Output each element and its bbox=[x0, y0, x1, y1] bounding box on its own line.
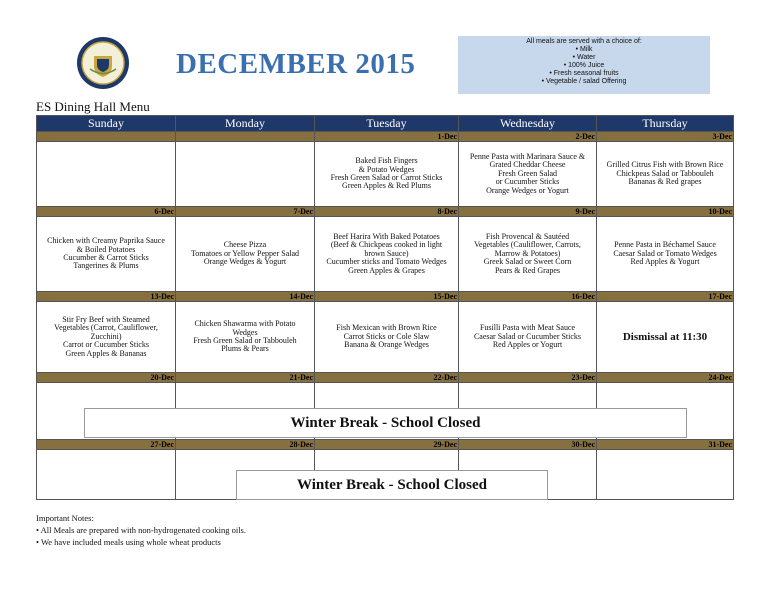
meal-info-item: • Water bbox=[572, 54, 596, 61]
date-row bbox=[37, 440, 734, 450]
meal-info-heading: All meals are served with a choice of: bbox=[526, 38, 642, 45]
date-row bbox=[37, 132, 734, 142]
day-header: Tuesday bbox=[315, 116, 459, 132]
date-cell: 24-Dec bbox=[597, 373, 734, 383]
meal-cell bbox=[37, 142, 176, 207]
meal-text: Cheese Pizza Tomatoes or Yellow Pepper Salad Orange Wedges & Yogurt bbox=[190, 240, 300, 267]
date-cell: 21-Dec bbox=[176, 373, 315, 383]
date-cell: 14-Dec bbox=[176, 292, 315, 302]
day-header: Monday bbox=[176, 116, 315, 132]
meal-text: Chicken Shawarma with Potato Wedges Fresh Green Salad or Tabbouleh Plums & Pears bbox=[193, 319, 297, 354]
meal-cell bbox=[315, 217, 459, 292]
date-cell: 2-Dec bbox=[459, 132, 597, 142]
date-cell: 10-Dec bbox=[597, 207, 734, 217]
date-cell: 16-Dec bbox=[459, 292, 597, 302]
date-cell: 28-Dec bbox=[176, 440, 315, 450]
meal-row bbox=[37, 142, 734, 207]
date-cell: 13-Dec bbox=[37, 292, 176, 302]
date-cell: 7-Dec bbox=[176, 207, 315, 217]
meal-cell bbox=[459, 302, 597, 373]
winter-break-banner: Winter Break - School Closed bbox=[236, 470, 548, 500]
meal-cell bbox=[315, 302, 459, 373]
menu-calendar bbox=[36, 115, 734, 500]
meal-cell bbox=[459, 142, 597, 207]
meal-cell bbox=[176, 302, 315, 373]
date-cell: 22-Dec bbox=[315, 373, 459, 383]
meal-cell bbox=[315, 142, 459, 207]
meal-text: Stir Fry Beef with Steamed Vegetables (Carrot, Cauliflower, Zucchini) Carrot or Cucumber Sticks Green Apples & Bananas bbox=[54, 314, 158, 358]
meal-cell bbox=[37, 302, 176, 373]
meal-cell bbox=[597, 450, 734, 500]
note-item: • All Meals are prepared with non-hydrogenated cooking oils. bbox=[36, 525, 246, 535]
date-cell bbox=[176, 132, 315, 142]
meal-text: Fish Provencal & Sautéed Vegetables (Cauliflower, Carrots, Marrow & Potatoes) Greek Salad or Sweet Corn Pears & Red Grapes bbox=[474, 231, 581, 275]
date-cell: 1-Dec bbox=[315, 132, 459, 142]
day-header-row bbox=[37, 116, 734, 132]
meal-cell bbox=[37, 217, 176, 292]
date-cell: 31-Dec bbox=[597, 440, 734, 450]
date-row bbox=[37, 292, 734, 302]
date-cell: 6-Dec bbox=[37, 207, 176, 217]
meal-info-item: • Milk bbox=[575, 46, 593, 53]
meal-cell bbox=[176, 217, 315, 292]
meal-text: Chicken with Creamy Paprika Sauce & Boiled Potatoes Cucumber & Carrot Sticks Tangerines & Plums bbox=[47, 236, 165, 271]
day-header: Sunday bbox=[37, 116, 176, 132]
day-header: Thursday bbox=[597, 116, 734, 132]
date-row bbox=[37, 207, 734, 217]
menu-subtitle: ES Dining Hall Menu bbox=[36, 99, 150, 114]
meal-text: Penne Pasta with Marinara Sauce & Grated Cheddar Cheese Fresh Green Salad or Cucumber Sticks Orange Wedges or Yogurt bbox=[469, 151, 586, 195]
date-cell: 27-Dec bbox=[37, 440, 176, 450]
meal-cell bbox=[176, 142, 315, 207]
meal-info-item: • Fresh seasonal fruits bbox=[549, 70, 619, 77]
meal-row bbox=[37, 302, 734, 373]
meal-info-box bbox=[458, 36, 710, 94]
dismissal-text: Dismissal at 11:30 bbox=[622, 330, 708, 343]
meal-text: Fusilli Pasta with Meat Sauce Caesar Salad or Cucumber Sticks Red Apples or Yogurt bbox=[473, 323, 582, 350]
date-cell: 8-Dec bbox=[315, 207, 459, 217]
date-row bbox=[37, 373, 734, 383]
meal-text: Baked Fish Fingers & Potato Wedges Fresh Green Salad or Carrot Sticks Green Apples & Red Plums bbox=[330, 156, 443, 191]
date-cell: 9-Dec bbox=[459, 207, 597, 217]
meal-text: Grilled Citrus Fish with Brown Rice Chickpeas Salad or Tabbouleh Bananas & Red grapes bbox=[606, 160, 724, 187]
meal-text: Fish Mexican with Brown Rice Carrot Sticks or Cole Slaw Banana & Orange Wedges bbox=[336, 323, 437, 350]
school-seal-icon bbox=[76, 36, 130, 90]
notes-heading: Important Notes: bbox=[36, 513, 94, 523]
winter-break-banner: Winter Break - School Closed bbox=[84, 408, 687, 438]
important-notes bbox=[36, 512, 246, 548]
meal-cell bbox=[597, 142, 734, 207]
meal-text: Penne Pasta in Béchamel Sauce Caesar Salad or Tomato Wedges Red Apples & Yogurt bbox=[613, 240, 717, 267]
date-cell: 15-Dec bbox=[315, 292, 459, 302]
date-cell: 23-Dec bbox=[459, 373, 597, 383]
meal-info-item: • 100% Juice bbox=[563, 62, 605, 69]
day-header: Wednesday bbox=[459, 116, 597, 132]
date-cell: 30-Dec bbox=[459, 440, 597, 450]
dismissal-cell bbox=[597, 302, 734, 373]
meal-row bbox=[37, 217, 734, 292]
date-cell bbox=[37, 132, 176, 142]
date-cell: 17-Dec bbox=[597, 292, 734, 302]
date-cell: 3-Dec bbox=[597, 132, 734, 142]
page-title: DECEMBER 2015 bbox=[176, 48, 416, 80]
meal-cell bbox=[597, 217, 734, 292]
note-item: • We have included meals using whole wheat products bbox=[36, 537, 221, 547]
meal-cell bbox=[459, 217, 597, 292]
date-cell: 20-Dec bbox=[37, 373, 176, 383]
meal-cell bbox=[37, 450, 176, 500]
meal-info-item: • Vegetable / salad Offering bbox=[541, 78, 627, 85]
meal-text: Beef Harira With Baked Potatoes (Beef & Chickpeas cooked in light brown Sauce) Cucumber sticks and Tomato Wedges Green Apples & Grapes bbox=[326, 231, 447, 275]
date-cell: 29-Dec bbox=[315, 440, 459, 450]
